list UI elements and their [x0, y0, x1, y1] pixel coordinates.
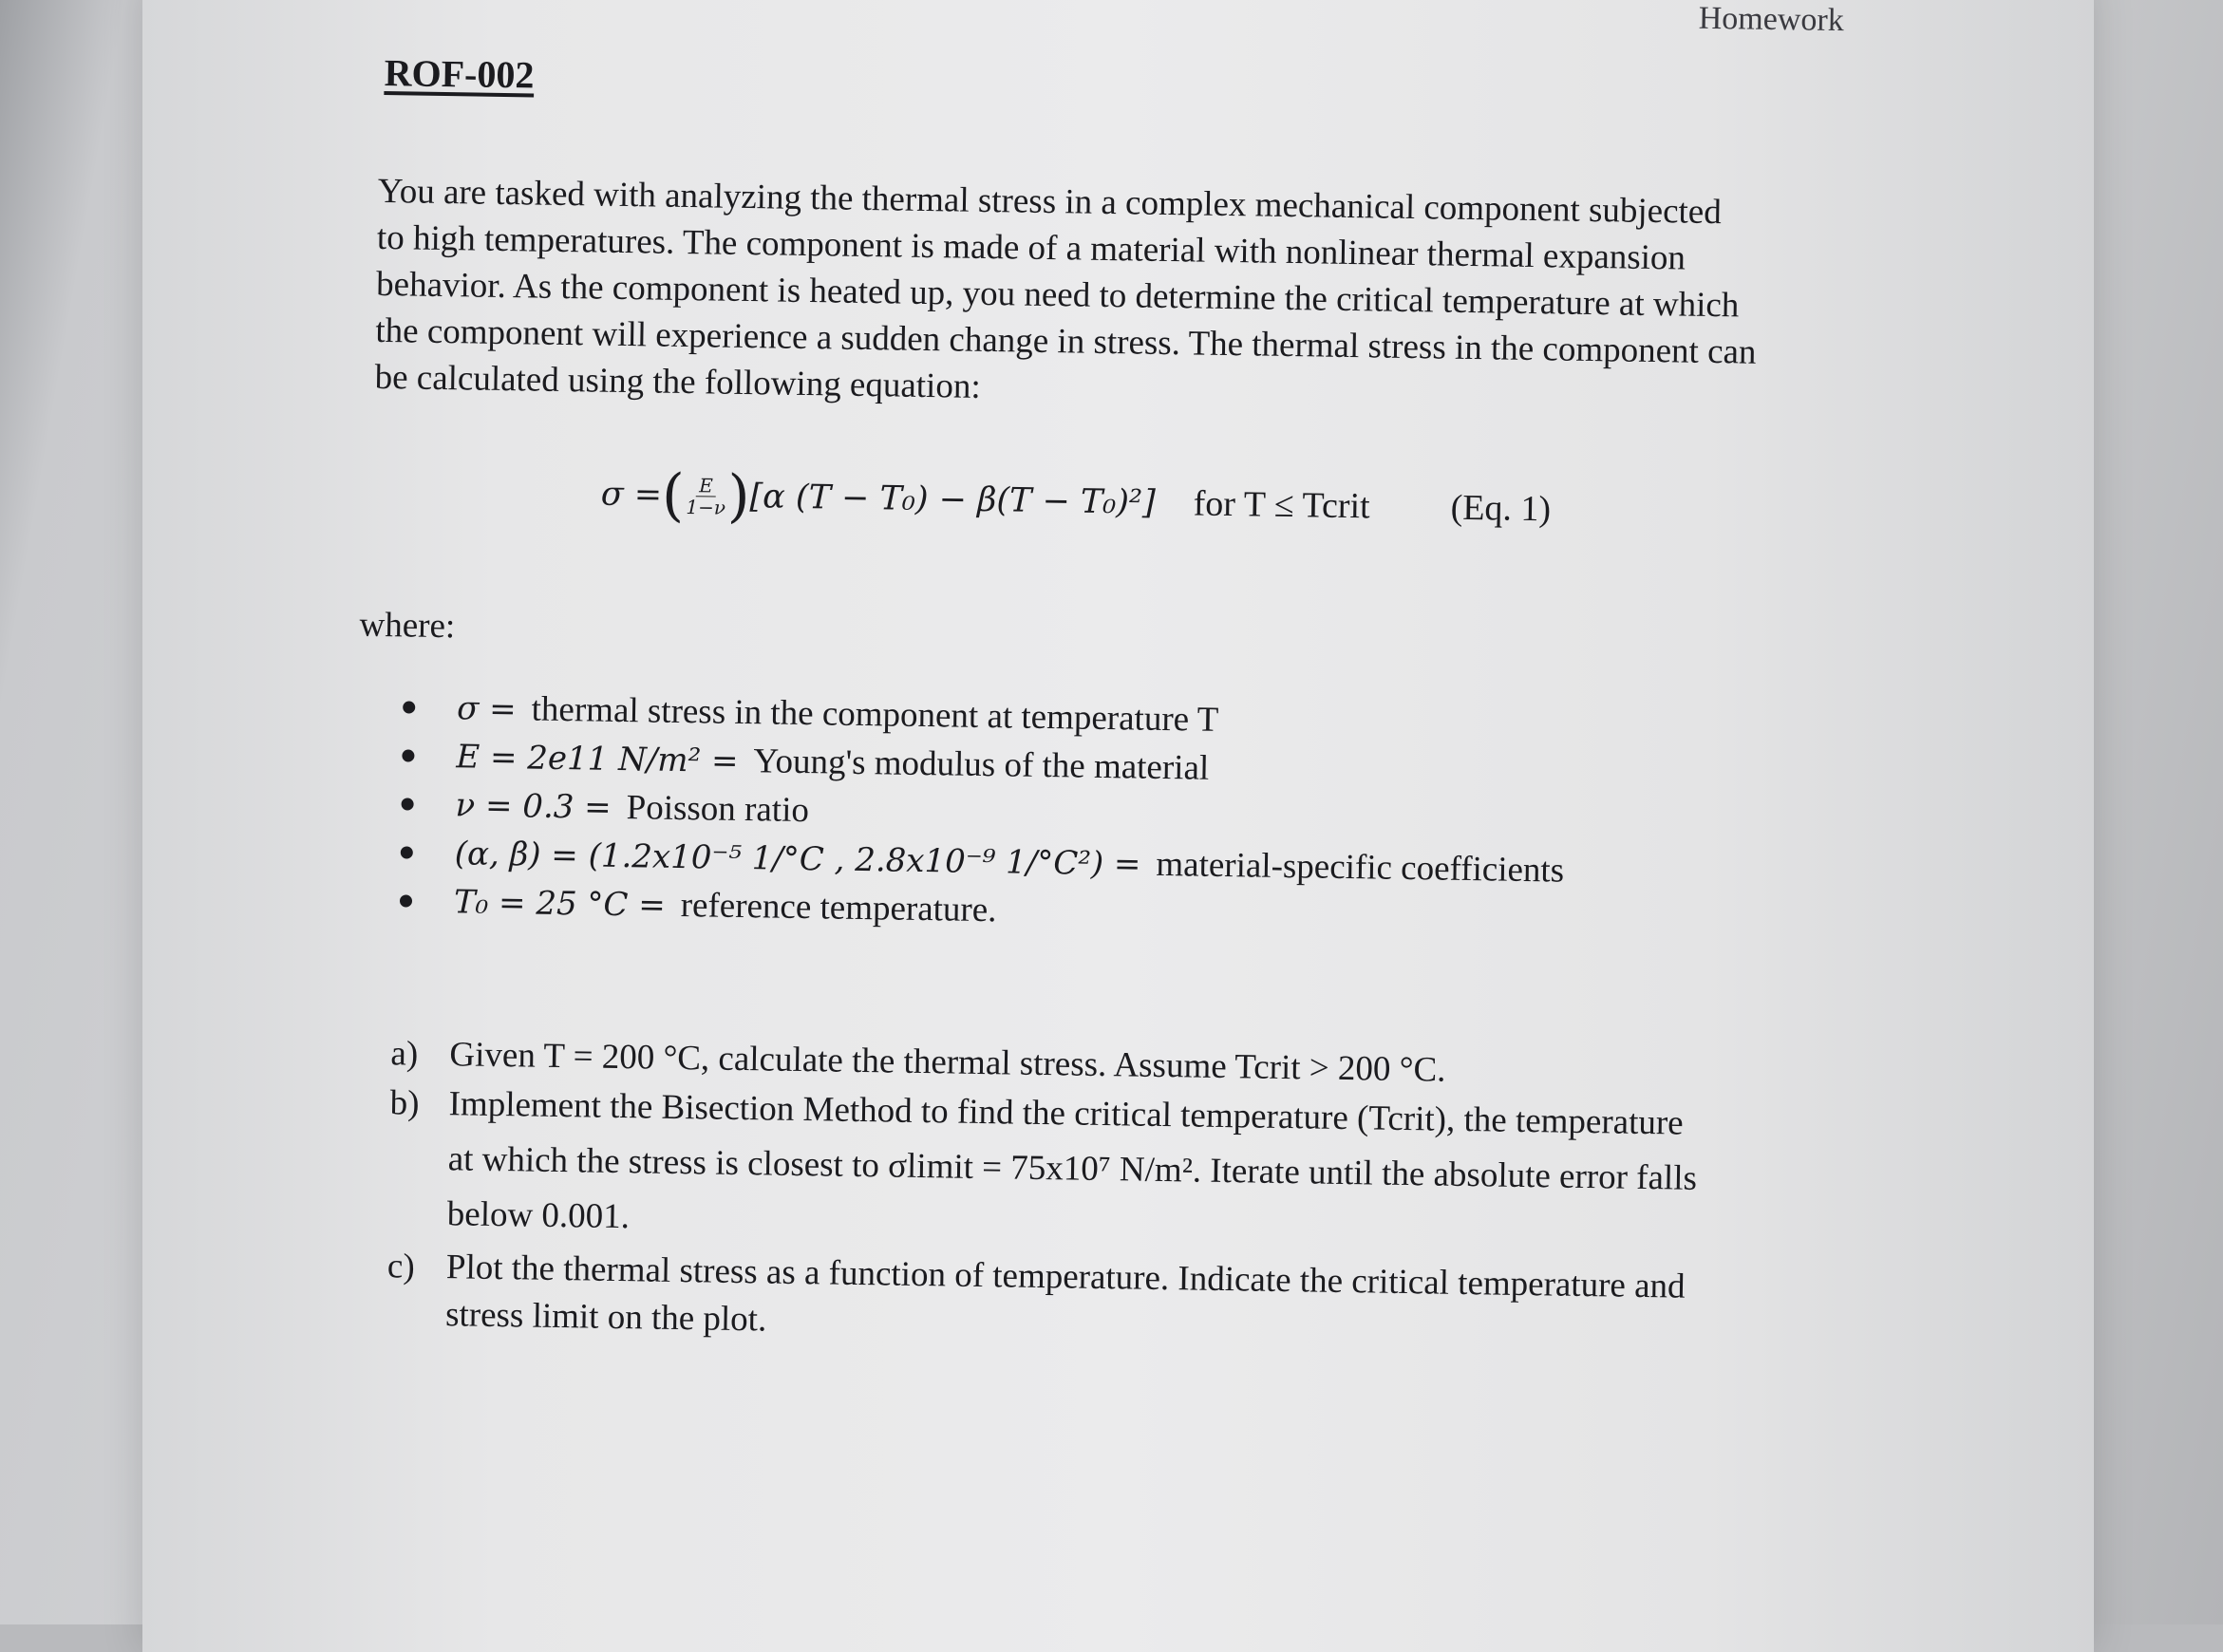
task-list	[386, 1030, 1854, 1361]
equation-1	[600, 457, 1741, 551]
task-body	[445, 1244, 1850, 1361]
bullet-dot-icon	[402, 798, 414, 810]
definition-text: Poisson ratio	[626, 788, 810, 831]
fraction-denominator: 1−ν	[686, 495, 726, 519]
intro-line: You are tasked with analyzing the thermal stress in a complex mechanical component subjected	[377, 171, 1723, 233]
definition-math: E = 2e11 N/m² =	[456, 737, 739, 780]
intro-line: behavior. As the component is heated up, you need to determine the critical temperature at which	[375, 264, 1740, 326]
bullet-dot-icon	[402, 749, 414, 761]
equation-fraction	[686, 475, 725, 518]
definition-text: reference temperature.	[680, 886, 997, 930]
fraction-numerator: E	[696, 475, 716, 497]
task-label: c)	[386, 1247, 416, 1286]
task-item-c	[386, 1243, 1850, 1361]
paren-open: (	[661, 461, 686, 530]
definition-text: thermal stress in the component at temperature T	[531, 689, 1219, 740]
definition-list	[400, 683, 1828, 948]
task-line: Given T = 200 °C, calculate the thermal stress. Assume Tcrit > 200 °C.	[449, 1035, 1446, 1090]
document-title: ROF-002	[384, 51, 535, 97]
intro-paragraph	[374, 168, 1869, 424]
task-label: b)	[389, 1083, 420, 1123]
task-item-b	[387, 1079, 1852, 1260]
intro-line: to high temperatures. The component is made of a material with nonlinear thermal expansion	[376, 217, 1686, 278]
bullet-dot-icon	[400, 894, 412, 907]
task-label: a)	[390, 1034, 419, 1074]
task-line: below 0.001.	[446, 1194, 631, 1237]
header-corner-label: Homework	[1698, 0, 1845, 39]
where-label: where:	[359, 605, 456, 647]
definition-math: σ =	[456, 688, 518, 728]
definition-math: T₀ = 25 °C =	[453, 882, 667, 925]
paren-close: )	[726, 462, 751, 531]
intro-line: be calculated using the following equation:	[374, 357, 981, 406]
equation-lhs: σ =	[600, 475, 663, 515]
intro-line: the component will experience a sudden change in stress. The thermal stress in the component can	[375, 310, 1757, 372]
task-line: stress limit on the plot.	[444, 1295, 767, 1340]
task-line: Plot the thermal stress as a function of temperature. Indicate the critical temperature and	[445, 1248, 1686, 1306]
task-line: at which the stress is closest to σlimit = 75x10⁷ N/m². Iterate until the absolute error falls	[447, 1139, 1698, 1198]
task-body	[446, 1080, 1852, 1260]
equation-label: (Eq. 1)	[1450, 487, 1552, 530]
definition-text: material-specific coefficients	[1156, 844, 1565, 891]
definition-text: Young's modulus of the material	[753, 742, 1210, 788]
equation-rhs: [α (T − T₀) − β(T − T₀)²]	[749, 478, 1156, 522]
definition-math: ν = 0.3 =	[455, 785, 612, 827]
equation-condition: for T ≤ Tcrit	[1193, 483, 1370, 527]
definition-math: (α, β) = (1.2x10⁻⁵ 1/°C , 2.8x10⁻⁹ 1/°C²) =	[454, 834, 1141, 884]
task-line: Implement the Bisection Method to find the critical temperature (Tcrit), the temperature	[448, 1084, 1684, 1143]
bullet-dot-icon	[401, 846, 413, 858]
bullet-dot-icon	[403, 701, 415, 713]
